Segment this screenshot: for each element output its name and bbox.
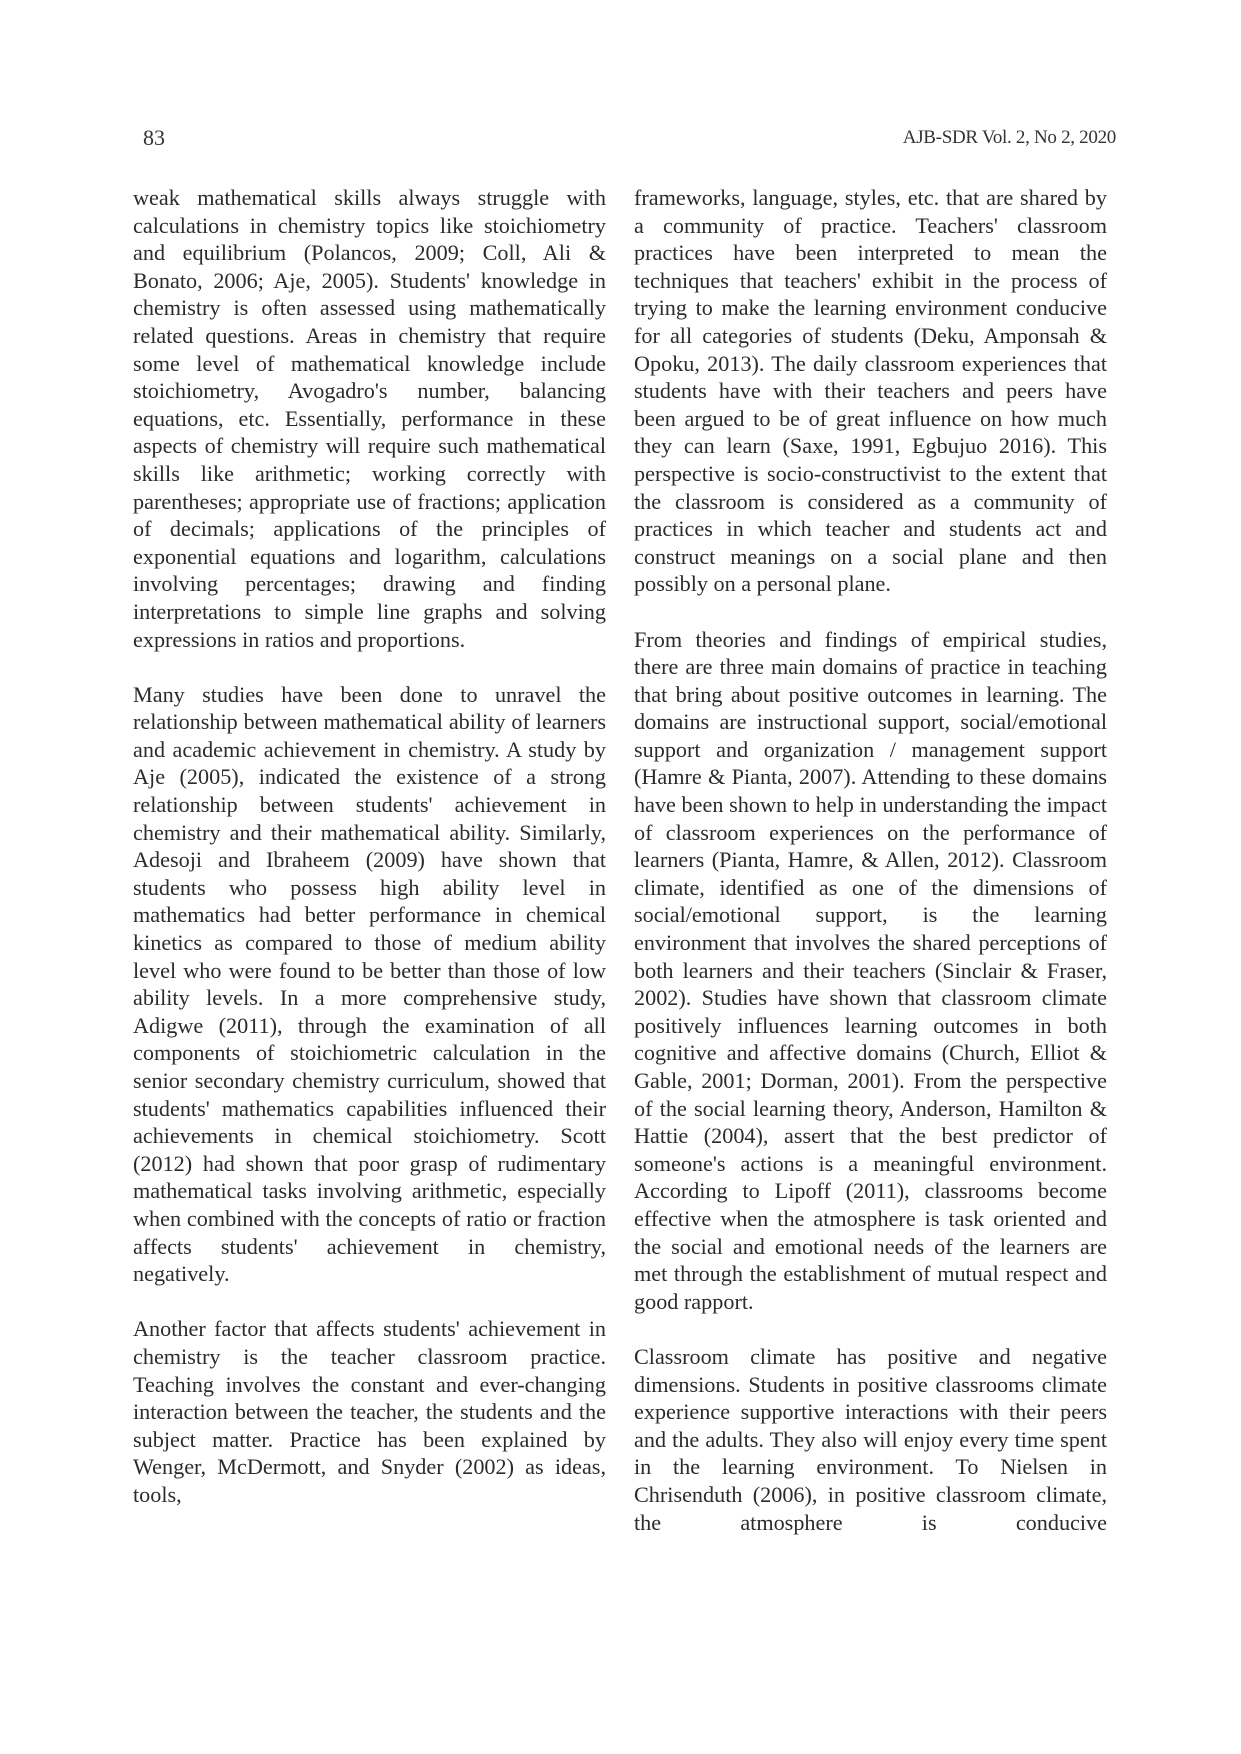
paragraph: Classroom climate has positive and negative dimensions. Students in positive classrooms climate experience supportive interactions with their peers and the adults. They also will enjoy every time spent in the learning environment. To Nielsen in Chrisenduth (2006), in positive classroom climate, the atmosphere is conducive [634,1343,1107,1535]
page-number: 83 [143,125,165,150]
paragraph: Many studies have been done to unravel the relationship between mathematical ability of learners and academic achievement in chemistry. A study by Aje (2005), indicated the existence of a strong relationship between students' achievement in chemistry and their mathematical ability. Similarly, Adesoji and Ibraheem (2009) have shown that students who possess high ability level in mathematics had better performance in chemical kinetics as compared to those of medium ability level who were found to be better than those of low ability levels. In a more comprehensive study, Adigwe (2011), through the examination of all components of stoichiometric calculation in the senior secondary chemistry curriculum, showed that students' mathematics capabilities influenced their achievements in chemical stoichiometry. Scott (2012) had shown that poor grasp of rudimentary mathematical tasks involving arithmetic, especially when combined with the concepts of ratio or fraction affects students' achievement in chemistry, negatively. [133,681,606,1287]
paragraph: Another factor that affects students' achievement in chemistry is the teacher classroom practice. Teaching involves the constant and ever-changing interaction between the teacher, the students and the subject matter. Practice has been explained by Wenger, McDermott, and Snyder (2002) as ideas, tools, [133,1316,606,1507]
journal-reference: AJB-SDR Vol. 2, No 2, 2020 [902,127,1116,148]
right-column [634,184,1107,1536]
paragraph: From theories and findings of empirical studies, there are three main domains of practice in teaching that bring about positive outcomes in learning. The domains are instructional support, social/emotional support and organization / management support (Hamre & Pianta, 2007). Attending to these domains have been shown to help in understanding the impact of classroom experiences on the performance of learners (Pianta, Hamre, & Allen, 2012). Classroom climate, identified as one of the dimensions of social/emotional support, is the learning environment that involves the shared perceptions of both learners and their teachers (Sinclair & Fraser, 2002). Studies have shown that classroom climate positively influences learning outcomes in both cognitive and affective domains (Church, Elliot & Gable, 2001; Dorman, 2001). From the perspective of the social learning theory, Anderson, Hamilton & Hattie (2004), assert that the best predictor of someone's actions is a meaningful environment. According to Lipoff (2011), classrooms become effective when the atmosphere is task oriented and the social and emotional needs of the learners are met through the establishment of mutual respect and good rapport. [634,626,1107,1314]
left-column [133,184,606,1509]
paragraph: frameworks, language, styles, etc. that are shared by a community of practice. Teachers' classroom practices have been interpreted to mean the techniques that teachers' exhibit in the process of trying to make the learning environment conducive for all categories of students (Deku, Amponsah & Opoku, 2013). The daily classroom experiences that students have with their teachers and peers have been argued to be of great influence on how much they can learn (Saxe, 1991, Egbujuo 2016). This perspective is socio-constructivist to the extent that the classroom is considered as a community of practices in which teacher and students act and construct meanings on a social plane and then possibly on a personal plane. [634,185,1107,597]
paragraph: weak mathematical skills always struggle with calculations in chemistry topics like stoichiometry and equilibrium (Polancos, 2009; Coll, Ali & Bonato, 2006; Aje, 2005). Students' knowledge in chemistry is often assessed using mathematically related questions. Areas in chemistry that require some level of mathematical knowledge include stoichiometry, Avogadro's number, balancing equations, etc. Essentially, performance in these aspects of chemistry will require such mathematical skills like arithmetic; working correctly with parentheses; appropriate use of fractions; application of decimals; applications of the principles of exponential equations and logarithm, calculations involving percentages; drawing and finding interpretations to simple line graphs and solving expressions in ratios and proportions. [133,185,606,652]
